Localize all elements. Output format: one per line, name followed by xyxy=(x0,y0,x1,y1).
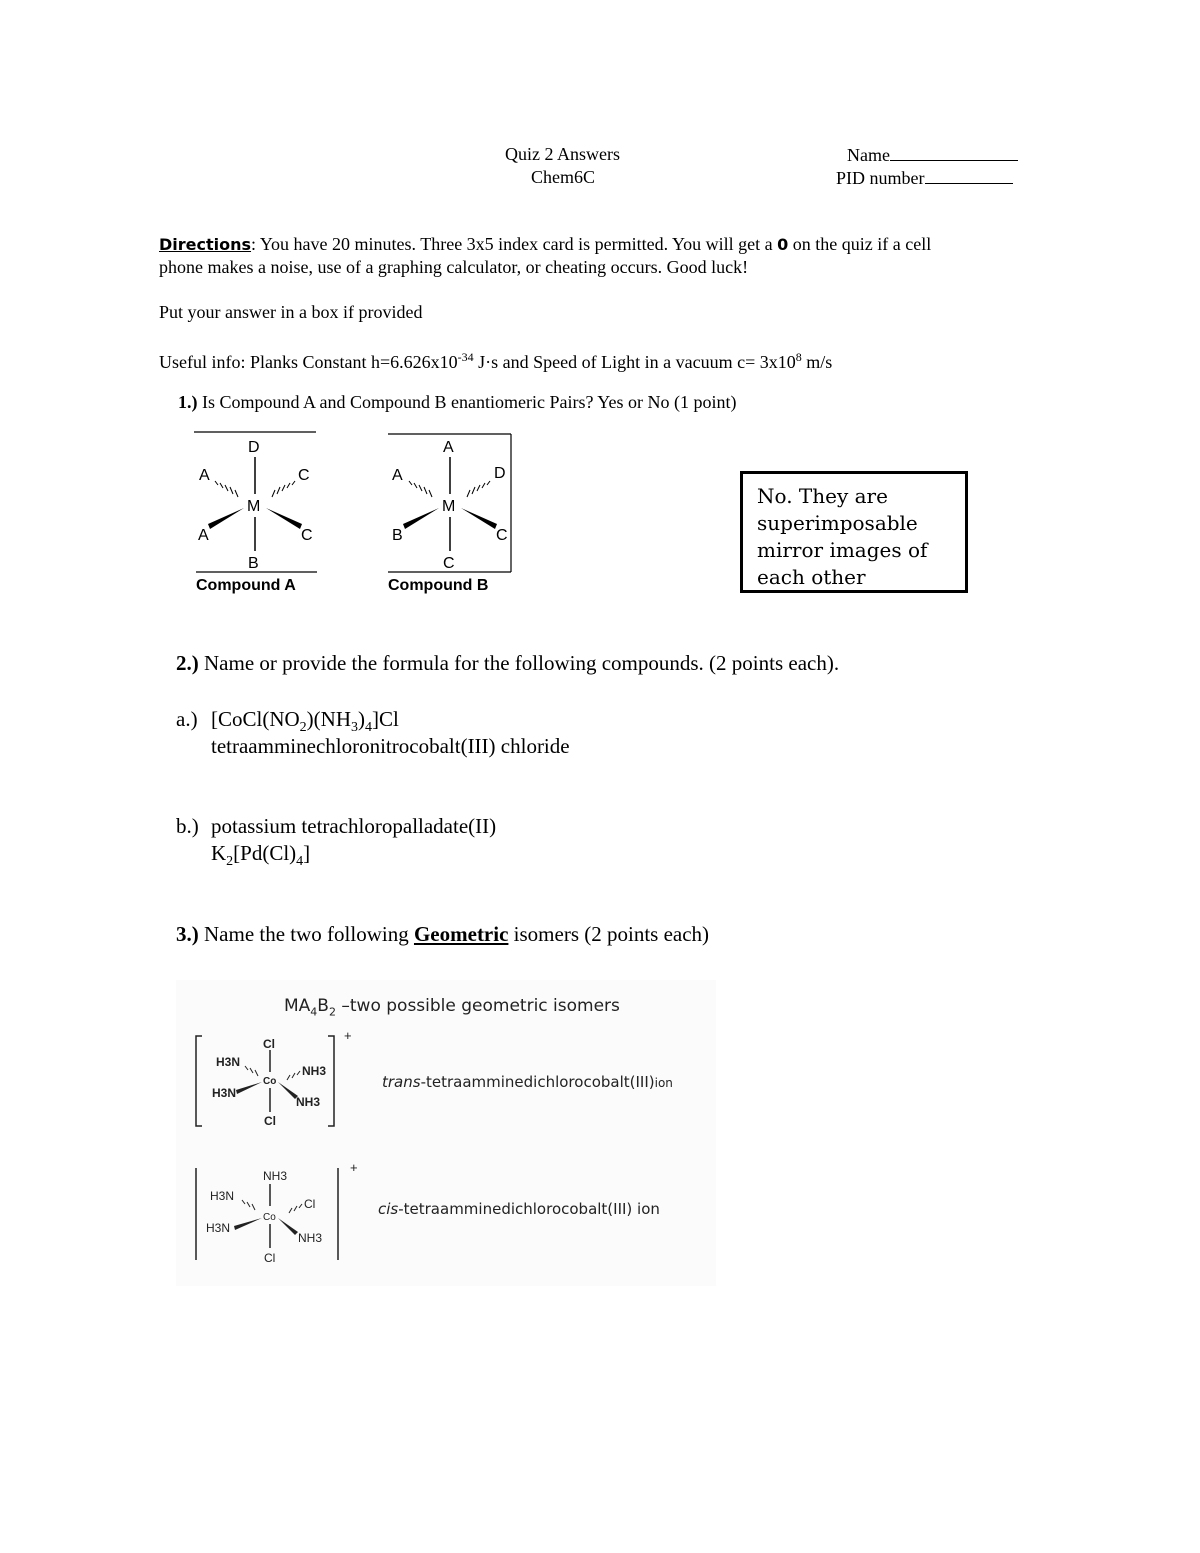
q2b-answer-part: K xyxy=(211,841,227,865)
q2b-answer-sub: 2 xyxy=(226,854,234,870)
light-exponent: 8 xyxy=(795,350,802,364)
compound-b-lower-right: C xyxy=(496,527,508,544)
q2a-answer: tetraamminechloronitrocobalt(III) chloride xyxy=(211,734,570,758)
question-3-emphasis: Geometric xyxy=(413,922,509,946)
question-1-text: Is Compound A and Compound B enantiomeric Pairs? Yes or No (1 point) xyxy=(197,392,737,412)
compound-a-bottom: B xyxy=(248,555,259,572)
compound-b-top: A xyxy=(443,439,454,456)
name-blank xyxy=(890,143,1018,161)
cis-top-ligand: NH3 xyxy=(263,1169,288,1183)
question-1-number: 1.) xyxy=(178,392,198,412)
cis-name: -tetraamminedichlorocobalt(III) ion xyxy=(398,1200,660,1218)
q2a-formula-sub: 2 xyxy=(299,720,307,736)
compound-a-lower-left: A xyxy=(198,527,209,544)
compound-a-center: M xyxy=(247,498,261,515)
question-2-number: 2.) xyxy=(176,651,199,675)
figure-title-sub-2: 2 xyxy=(328,1005,336,1019)
directions xyxy=(159,233,1059,256)
question-2-text: Name or provide the formula for the following compounds. (2 points each). xyxy=(198,651,840,675)
figure-title-sub-4: 4 xyxy=(310,1005,318,1019)
compound-b-lower-left: B xyxy=(392,527,403,544)
trans-top-ligand: Cl xyxy=(263,1037,275,1051)
q2b-answer xyxy=(211,840,310,875)
cis-isomer-name xyxy=(378,1200,660,1218)
trans-lower-right-ligand: NH3 xyxy=(296,1095,321,1109)
trans-isomer-name xyxy=(382,1073,673,1091)
trans-lower-left-ligand: H3N xyxy=(212,1086,237,1100)
q1-answer-line-1: No. They are xyxy=(757,484,888,508)
q2b-answer-part: ] xyxy=(303,841,311,865)
trans-prefix: trans xyxy=(382,1073,421,1091)
trans-upper-left-ligand: H3N xyxy=(216,1055,241,1069)
compound-b-upper-left: A xyxy=(392,467,403,484)
q1-answer-line-4: each other xyxy=(757,565,866,589)
compound-b-bottom: C xyxy=(443,555,455,572)
compound-a-wedge-right xyxy=(266,508,302,529)
compound-a-lower-right: C xyxy=(301,527,313,544)
cis-charge: + xyxy=(350,1160,358,1175)
q1-answer-box xyxy=(740,471,968,593)
trans-isomer-structure xyxy=(190,1028,365,1130)
q2a-formula-part: ) xyxy=(358,707,365,731)
cis-bottom-ligand: Cl xyxy=(264,1251,276,1265)
compound-b-center: M xyxy=(442,498,456,515)
pid-blank xyxy=(925,166,1013,184)
q2a-formula-part: [CoCl(NO xyxy=(211,707,300,731)
directions-label: Directions xyxy=(159,235,252,254)
cis-upper-right-ligand: Cl xyxy=(304,1197,316,1211)
cis-upper-left-ligand: H3N xyxy=(210,1189,235,1203)
compound-b-structure xyxy=(384,428,524,598)
figure-title-ma: MA xyxy=(284,996,311,1016)
q2b-label: b.) xyxy=(176,814,199,838)
pid-label: PID number xyxy=(836,168,925,188)
q2b-name: potassium tetrachloropalladate(II) xyxy=(211,814,497,838)
compound-b-wedge-right xyxy=(461,508,497,529)
question-3-number: 3.) xyxy=(176,922,199,946)
trans-ion: ion xyxy=(654,1076,673,1090)
directions-text-1: : You have 20 minutes. Three 3x5 index card is permitted. You will get a xyxy=(251,234,778,254)
trans-name: -tetraamminedichlorocobalt(III) xyxy=(420,1073,655,1091)
q2b-answer-sub: 4 xyxy=(296,854,304,870)
q2a-formula-sub: 3 xyxy=(351,720,358,736)
useful-info-prefix: Useful info: Planks Constant h=6.626x10 xyxy=(159,352,458,372)
q1-answer-line-3: mirror images of xyxy=(757,538,928,562)
q2a-formula-sub: 4 xyxy=(365,720,372,736)
compound-b-wedge-left xyxy=(403,508,439,529)
question-3 xyxy=(176,921,709,948)
question-3-text-after: isomers (2 points each) xyxy=(508,922,710,946)
trans-bottom-ligand: Cl xyxy=(264,1114,276,1128)
compound-a-upper-left: A xyxy=(199,467,210,484)
useful-info xyxy=(159,346,832,374)
quiz-title: Quiz 2 Answers xyxy=(505,144,620,164)
question-1 xyxy=(178,391,736,414)
q2a-formula-part: )(NH xyxy=(306,707,351,731)
trans-wedge-left xyxy=(236,1082,262,1094)
directions-line-2: phone makes a noise, use of a graphing calculator, or cheating occurs. Good luck! xyxy=(159,257,749,277)
figure-title-rest: –two possible geometric isomers xyxy=(335,996,620,1016)
q2a-label: a.) xyxy=(176,707,198,731)
compound-b-upper-right: D xyxy=(494,465,506,482)
question-3-text-before: Name the two following xyxy=(198,922,414,946)
q2a-formula-part: ]Cl xyxy=(372,707,399,731)
compound-a-caption: Compound A xyxy=(196,577,296,594)
useful-info-suffix: m/s xyxy=(801,352,833,372)
useful-info-middle: J·s and Speed of Light in a vacuum c= 3x10 xyxy=(473,352,796,372)
cis-isomer-structure xyxy=(190,1160,365,1266)
cis-lower-right-ligand: NH3 xyxy=(298,1231,323,1245)
question-2 xyxy=(176,650,839,677)
trans-charge: + xyxy=(344,1028,352,1043)
planck-exponent: -34 xyxy=(457,350,474,364)
figure-title-b: B xyxy=(317,996,329,1016)
trans-wedge-right xyxy=(278,1082,298,1099)
cis-center: Co xyxy=(263,1212,276,1223)
compound-a-top: D xyxy=(248,439,260,456)
figure-title xyxy=(284,996,620,1018)
pid-field xyxy=(836,166,1013,190)
trans-upper-right-ligand: NH3 xyxy=(302,1064,327,1078)
cis-wedge-left xyxy=(234,1218,262,1230)
box-note: Put your answer in a box if provided xyxy=(159,302,423,322)
name-field xyxy=(847,143,1018,167)
cis-wedge-right xyxy=(278,1218,298,1235)
directions-zero: 0 xyxy=(777,235,789,254)
name-label: Name xyxy=(847,145,890,165)
q1-answer-line-2: superimposable xyxy=(757,511,918,535)
cis-prefix: cis xyxy=(378,1200,399,1218)
compound-a-upper-right: C xyxy=(298,467,310,484)
compound-a-structure xyxy=(190,428,330,598)
q2b-answer-part: [Pd(Cl) xyxy=(233,841,297,865)
cis-lower-left-ligand: H3N xyxy=(206,1221,231,1235)
compound-b-caption: Compound B xyxy=(388,577,489,594)
course-code: Chem6C xyxy=(531,167,596,187)
trans-center: Co xyxy=(263,1076,277,1087)
compound-a-wedge-left xyxy=(208,508,244,529)
directions-text-2: on the quiz if a cell xyxy=(788,234,932,254)
